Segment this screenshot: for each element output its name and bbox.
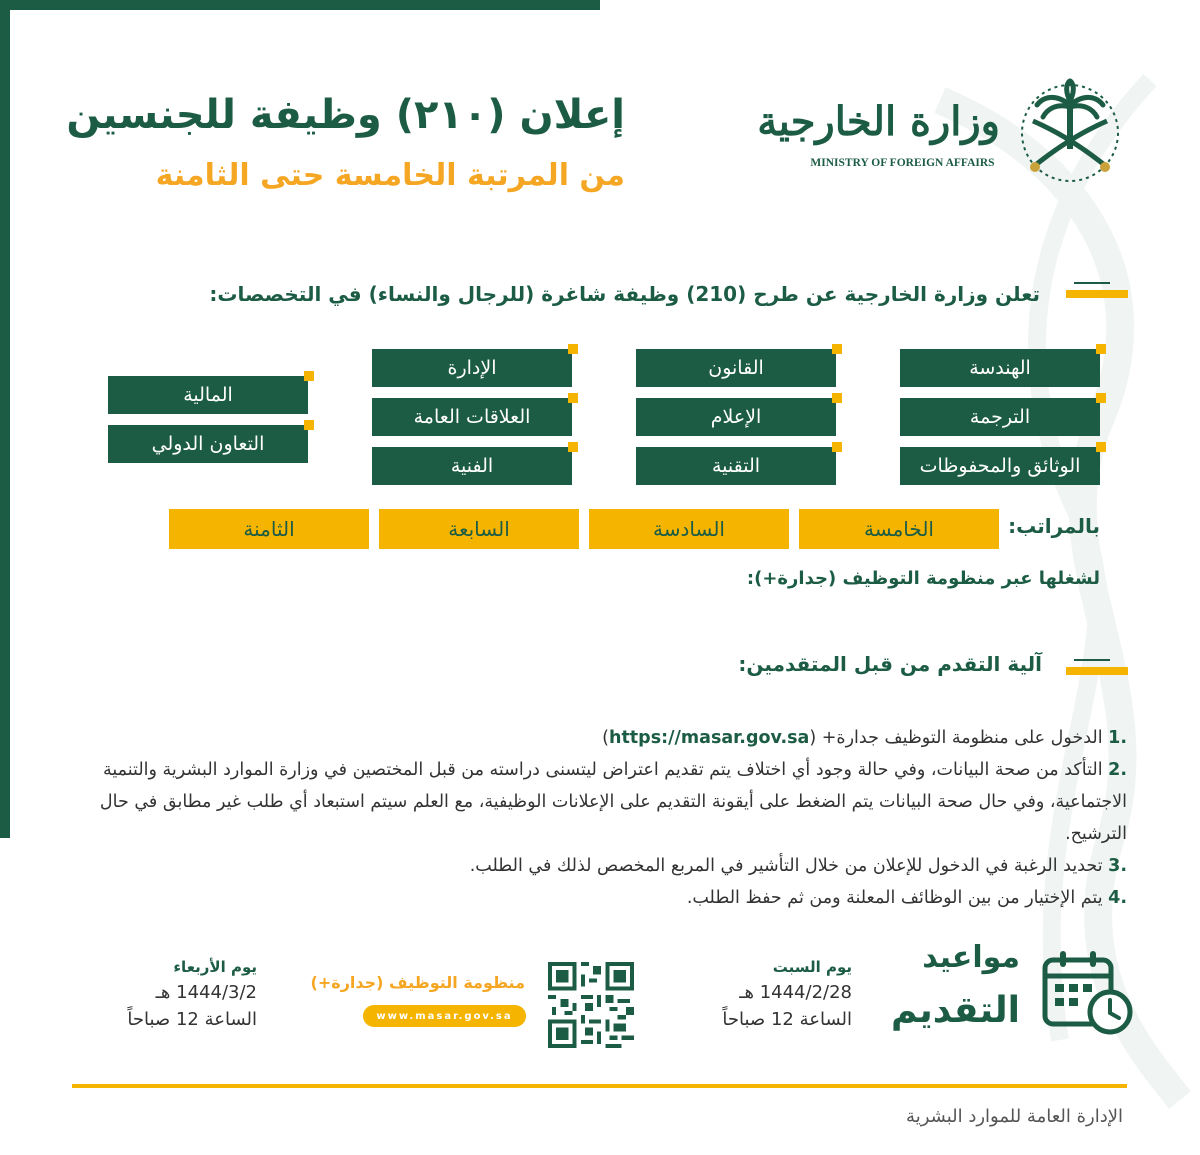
specialty-box <box>108 425 308 463</box>
start-date-block <box>692 958 852 1030</box>
jadarah-line: لشغلها عبر منظومة التوظيف (جدارة+): <box>746 568 1100 589</box>
specialty-label: الفنية <box>450 455 494 477</box>
specialty-label: المالية <box>183 384 233 406</box>
step-item: .1 الدخول على منظومة التوظيف جدارة+ (https://masar.gov.sa) <box>602 728 1127 748</box>
ministry-name-arabic: وزارة الخارجية <box>757 98 1000 145</box>
specialty-label: العلاقات العامة <box>413 406 531 428</box>
ranks-label: بالمراتب: <box>1008 514 1100 538</box>
specialty-label: الإعلام <box>710 406 762 428</box>
section-marker <box>1066 665 1128 675</box>
rank-box <box>169 509 369 549</box>
specialty-box <box>636 447 836 485</box>
rank-label: السادسة <box>653 517 725 541</box>
end-date: 1444/3/2 هـ <box>155 982 257 1003</box>
start-time: الساعة 12 صباحاً <box>722 1009 852 1030</box>
specialty-box <box>372 398 572 436</box>
specialty-box <box>372 349 572 387</box>
specialty-label: الإدارة <box>447 357 497 379</box>
dates-heading-line2: التقديم <box>890 990 1020 1031</box>
left-accent-bar <box>0 0 10 838</box>
end-time: الساعة 12 صباحاً <box>127 1009 257 1030</box>
specialty-label: القانون <box>708 357 764 379</box>
application-heading: آلية التقدم من قبل المتقدمين: <box>738 652 1042 676</box>
specialty-label: الوثائق والمحفوظات <box>919 455 1081 477</box>
step-item: .4 يتم الإختيار من بين الوظائف المعلنة ومن ثم حفظ الطلب. <box>686 888 1127 908</box>
end-day: يوم الأربعاء <box>173 958 257 976</box>
specialty-box <box>636 349 836 387</box>
specialty-box <box>372 447 572 485</box>
start-day: يوم السبت <box>772 958 852 976</box>
rank-label: السابعة <box>448 517 510 541</box>
end-date-block <box>97 958 257 1030</box>
start-date: 1444/2/28 هـ <box>739 982 852 1003</box>
step-item: .2 التأكد من صحة البيانات، وفي حالة وجود أي اختلاف يتم تقديم اعتراض ليتسنى دراسته من قبل المختصين في وزارة الموارد البشرية والتنمية الاجتماعية، وفي حال صحة البيانات يتم الضغط على أيقونة التقديم على الإعلانات الوظيفية، مع العلم سيتم استبعاد أي طلب غير مطابق في حال الترشيح. <box>99 760 1127 844</box>
page-subtitle: من المرتبة الخامسة حتى الثامنة <box>155 158 625 193</box>
specialty-box <box>900 447 1100 485</box>
specialty-box <box>636 398 836 436</box>
specialty-box <box>900 398 1100 436</box>
masar-link[interactable]: https://masar.gov.sa <box>608 728 810 748</box>
calendar-clock-icon <box>1040 948 1135 1038</box>
application-steps <box>67 722 1127 914</box>
specialty-box <box>900 349 1100 387</box>
footer-divider <box>72 1084 1127 1088</box>
ministry-name-english: MINISTRY OF FOREIGN AFFAIRS <box>810 157 995 169</box>
specialty-label: التعاون الدولي <box>151 433 265 455</box>
rank-label: الثامنة <box>243 517 295 541</box>
rank-box <box>589 509 789 549</box>
rank-label: الخامسة <box>864 517 934 541</box>
page-title: إعلان (٢١٠) وظيفة للجنسين <box>66 92 625 138</box>
top-accent-bar <box>0 0 600 10</box>
footer-department: الإدارة العامة للموارد البشرية <box>906 1106 1123 1127</box>
specialty-label: الهندسة <box>969 357 1031 379</box>
specialty-box <box>108 376 308 414</box>
specialty-label: التقنية <box>711 455 761 477</box>
saudi-emblem-icon <box>1005 75 1135 185</box>
step-item: .3 تحديد الرغبة في الدخول للإعلان من خلال التأشير في المربع المخصص لذلك في الطلب. <box>469 856 1127 876</box>
section-marker <box>1066 288 1128 298</box>
rank-box <box>379 509 579 549</box>
jadarah-badge-name: منظومة التوظيف (جدارة+) <box>310 973 525 992</box>
intro-heading: تعلن وزارة الخارجية عن طرح (210) وظيفة شاغرة (للرجال والنساء) في التخصصات: <box>209 282 1040 306</box>
rank-box <box>799 509 999 549</box>
jadarah-site-link[interactable]: www.masar.gov.sa <box>363 1005 526 1027</box>
dates-heading-line1: مواعيد <box>922 940 1020 975</box>
specialty-label: الترجمة <box>969 406 1031 428</box>
qr-code-icon[interactable] <box>548 962 634 1048</box>
